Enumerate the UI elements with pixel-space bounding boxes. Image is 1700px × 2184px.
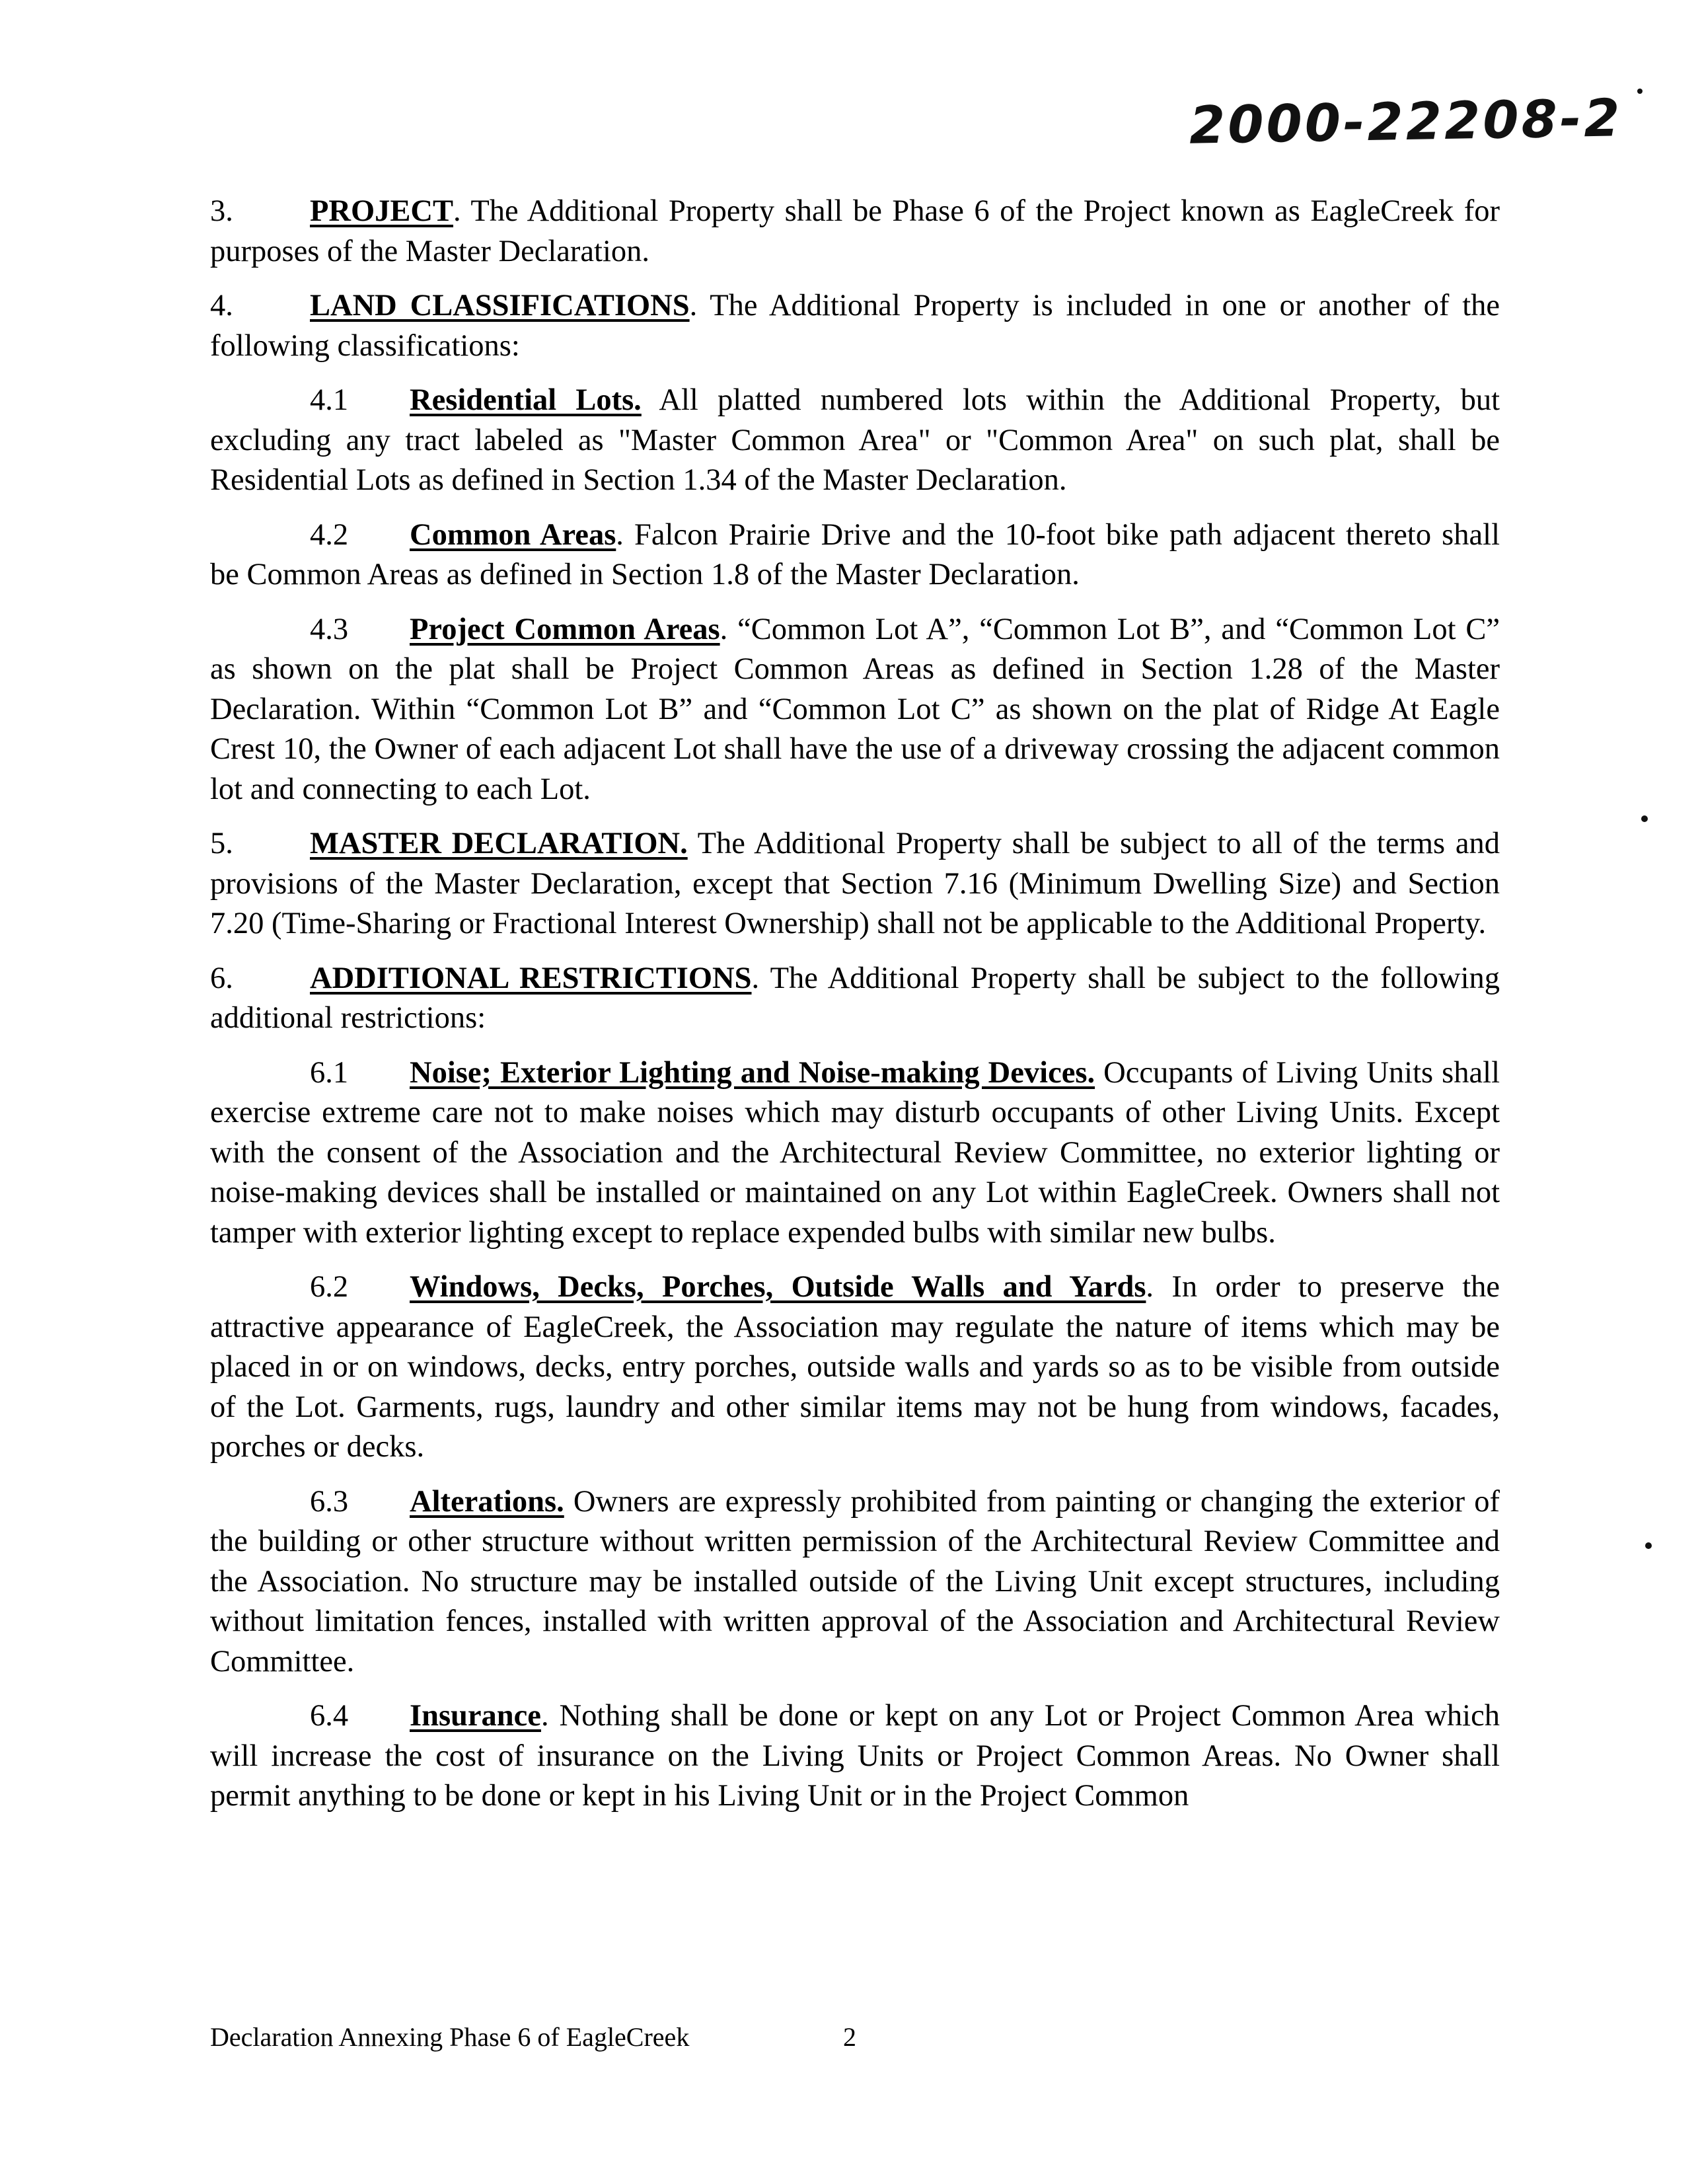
section-number: 5. [210, 827, 233, 860]
section-text: Occupants of Living Units shall exercise extreme care not to make noises which may disturb occupants of other Living Units. Except with the consent of the Association and the Architectural Review Committee, no exterior lighting or noise-making devices shall be installed or maintained on any Lot within EagleCreek. Owners shall not tamper with exterior lighting except to replace expended bulbs with similar new bulbs. [210, 1055, 1500, 1250]
section-heading: Noise; Exterior Lighting and Noise-making Devices. [410, 1055, 1095, 1090]
section-4-2 [210, 515, 1500, 595]
page-number: 2 [843, 2022, 856, 2052]
section-number: 4. [210, 289, 233, 322]
section-number: 4.3 [310, 612, 349, 646]
section-number: 4.1 [310, 383, 349, 417]
heading-punct: . [1146, 1270, 1154, 1304]
section-6-1 [210, 1053, 1500, 1254]
section-heading: Windows, Decks, Porches, Outside Walls and Yards [410, 1270, 1146, 1304]
heading-punct: . [751, 961, 760, 995]
section-heading: Project Common Areas [410, 612, 720, 646]
section-text: Owners are expressly prohibited from painting or changing the exterior of the building or other structure without written permission of the Architectural Review Committee and the Association. No structure may be installed outside of the Living Unit except structures, including without limitation fences, installed with written approval of the Association and Architectural Review Committee. [210, 1484, 1500, 1678]
section-heading: LAND CLASSIFICATIONS [310, 289, 690, 322]
section-number: 6. [210, 961, 233, 995]
section-heading: Residential Lots. [410, 383, 642, 417]
section-6-2 [210, 1267, 1500, 1468]
page-footer [210, 2021, 856, 2054]
section-heading: Insurance [410, 1699, 541, 1733]
section-heading: Alterations. [410, 1484, 564, 1519]
section-heading: Common Areas [410, 517, 616, 552]
section-text: The Additional Property is included in one or another of the following classifications: [210, 289, 1500, 363]
section-5 [210, 824, 1500, 944]
section-3 [210, 192, 1500, 272]
section-text: Nothing shall be done or kept on any Lot or Project Common Area which will increase the cost of insurance on the Living Units or Project Common Areas. No Owner shall permit anything to be done or kept in his Living Unit or in the Project Common [210, 1699, 1500, 1813]
section-text: Falcon Prairie Drive and the 10-foot bike path adjacent thereto shall be Common Areas as defined in Section 1.8 of the Master Declaration. [210, 517, 1500, 591]
section-4 [210, 286, 1500, 366]
section-heading: MASTER DECLARATION. [310, 827, 688, 860]
section-heading: PROJECT [310, 194, 454, 228]
heading-punct: . [540, 1699, 549, 1733]
section-6-4 [210, 1696, 1500, 1817]
section-number: 6.3 [310, 1484, 349, 1519]
section-number: 6.1 [310, 1055, 349, 1090]
section-text: The Additional Property shall be Phase 6 of the Project known as EagleCreek for purposes of the Master Declaration. [210, 194, 1500, 268]
scan-speck [1637, 89, 1643, 94]
section-text: “Common Lot A”, “Common Lot B”, and “Common Lot C” as shown on the plat shall be Project Common Areas as defined in Section 1.28 of the Master Declaration. Within “Common Lot B” and “Common Lot C” as shown on the plat of Ridge At Eagle Crest 10, the Owner of each adjacent Lot shall have the use of a driveway crossing the adjacent common lot and connecting to each Lot. [210, 612, 1500, 806]
section-number: 3. [210, 194, 233, 228]
footer-title: Declaration Annexing Phase 6 of EagleCreek [210, 2022, 690, 2052]
heading-punct: . [689, 289, 698, 322]
section-6-3 [210, 1482, 1500, 1682]
section-text: All platted numbered lots within the Additional Property, but excluding any tract labeled as "Master Common Area" or "Common Area" on such plat, shall be Residential Lots as defined in Section 1.34 of the Master Declaration. [210, 383, 1500, 497]
section-6 [210, 959, 1500, 1039]
section-4-3 [210, 610, 1500, 810]
heading-punct: . [453, 194, 461, 228]
section-4-1 [210, 381, 1500, 501]
section-text: The Additional Property shall be subject to the following additional restrictions: [210, 961, 1500, 1035]
scan-speck [1641, 815, 1648, 822]
scan-speck [1645, 1542, 1652, 1549]
handwritten-document-number: 2000-22208-2 [1189, 89, 1623, 156]
section-number: 6.2 [310, 1270, 349, 1304]
section-text: The Additional Property shall be subject to all of the terms and provisions of the Master Declaration, except that Section 7.16 (Minimum Dwelling Size) and Section 7.20 (Time-Sharing or Fractional Interest Ownership) shall not be applicable to the Additional Property. [210, 827, 1500, 940]
document-body [210, 192, 1500, 1831]
heading-punct: . [616, 517, 624, 552]
section-number: 6.4 [310, 1699, 349, 1733]
section-text: In order to preserve the attractive appearance of EagleCreek, the Association may regulate the nature of items which may be placed in or on windows, decks, entry porches, outside walls and yards so as to be visible from outside of the Lot. Garments, rugs, laundry and other similar items may not be hung from windows, facades, porches or decks. [210, 1270, 1500, 1464]
heading-punct: . [720, 612, 728, 646]
section-heading: ADDITIONAL RESTRICTIONS [310, 961, 752, 995]
section-number: 4.2 [310, 517, 349, 552]
